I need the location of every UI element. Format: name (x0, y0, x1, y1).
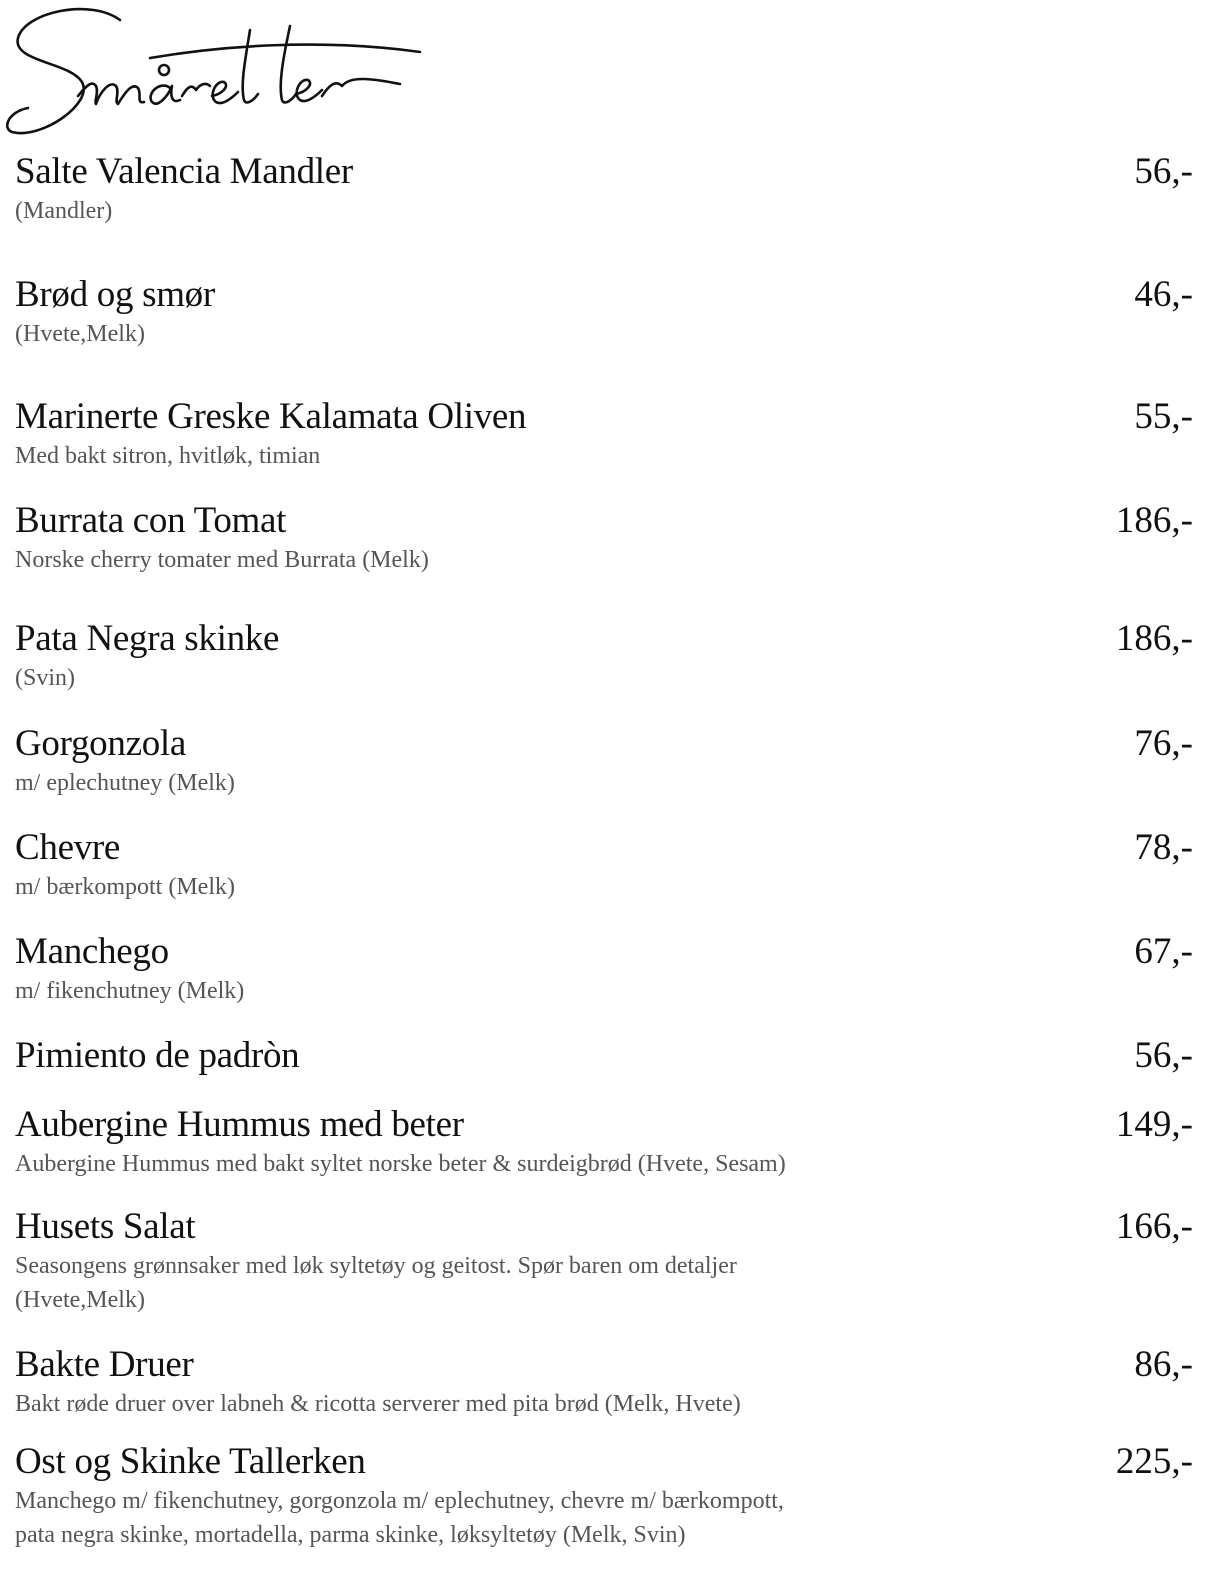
item-name: Bakte Druer (15, 1344, 194, 1385)
item-description: m/ eplechutney (Melk) (15, 770, 235, 796)
item-name: Salte Valencia Mandler (15, 151, 353, 192)
item-description: (Svin) (15, 665, 75, 691)
item-description: Seasongens grønnsaker med løk syltetøy og geitost. Spør baren om detaljer (15, 1253, 737, 1279)
item-name: Pata Negra skinke (15, 618, 280, 659)
menu-item (15, 1442, 1205, 1552)
item-description: Norske cherry tomater med Burrata (Melk) (15, 547, 429, 573)
item-price: 76,- (1134, 723, 1193, 764)
item-price: 86,- (1134, 1344, 1193, 1385)
item-description: m/ fikenchutney (Melk) (15, 978, 245, 1004)
item-price: 67,- (1134, 931, 1193, 972)
item-price: 46,- (1134, 274, 1193, 315)
item-name: Manchego (15, 931, 169, 972)
item-description-line2: (Hvete,Melk) (15, 1287, 145, 1313)
item-price: 166,- (1115, 1206, 1193, 1247)
item-name: Chevre (15, 827, 121, 868)
item-description: Aubergine Hummus med bakt syltet norske beter & surdeigbrød (Hvete, Sesam) (15, 1151, 786, 1177)
menu-item (15, 1105, 1205, 1181)
menu-item (15, 828, 1205, 904)
menu-item (15, 501, 1205, 577)
item-name: Burrata con Tomat (15, 500, 287, 541)
item-price: 225,- (1115, 1441, 1193, 1482)
item-description: Manchego m/ fikenchutney, gorgonzola m/ eplechutney, chevre m/ bærkompott, (15, 1488, 784, 1514)
menu-item (15, 152, 1205, 228)
menu-item (15, 724, 1205, 800)
menu-item (15, 619, 1205, 695)
item-description: (Hvete,Melk) (15, 321, 145, 347)
item-description: m/ bærkompott (Melk) (15, 874, 235, 900)
item-price: 149,- (1115, 1104, 1193, 1145)
item-price: 55,- (1134, 396, 1193, 437)
item-name: Aubergine Hummus med beter (15, 1104, 464, 1145)
item-name: Husets Salat (15, 1206, 196, 1247)
item-name: Gorgonzola (15, 723, 186, 764)
item-description: (Mandler) (15, 198, 113, 224)
menu-title (0, 0, 460, 150)
menu-item (15, 275, 1205, 351)
item-description: Med bakt sitron, hvitløk, timian (15, 443, 321, 469)
item-name: Marinerte Greske Kalamata Oliven (15, 396, 527, 437)
item-name: Ost og Skinke Tallerken (15, 1441, 366, 1482)
item-price: 56,- (1134, 151, 1193, 192)
item-price: 78,- (1134, 827, 1193, 868)
item-name: Brød og smør (15, 274, 215, 315)
item-price: 186,- (1115, 500, 1193, 541)
menu-item (15, 932, 1205, 1008)
item-price: 56,- (1134, 1035, 1193, 1076)
item-description: Bakt røde druer over labneh & ricotta serverer med pita brød (Melk, Hvete) (15, 1391, 741, 1417)
item-price: 186,- (1115, 618, 1193, 659)
item-name: Pimiento de padròn (15, 1035, 300, 1076)
menu-item (15, 1036, 1205, 1076)
item-description-line2: pata negra skinke, mortadella, parma skinke, løksyltetøy (Melk, Svin) (15, 1522, 686, 1548)
menu-item (15, 1207, 1205, 1317)
menu-item (15, 1345, 1205, 1421)
smaretter-script-title (0, 0, 460, 150)
menu-item (15, 397, 1205, 473)
